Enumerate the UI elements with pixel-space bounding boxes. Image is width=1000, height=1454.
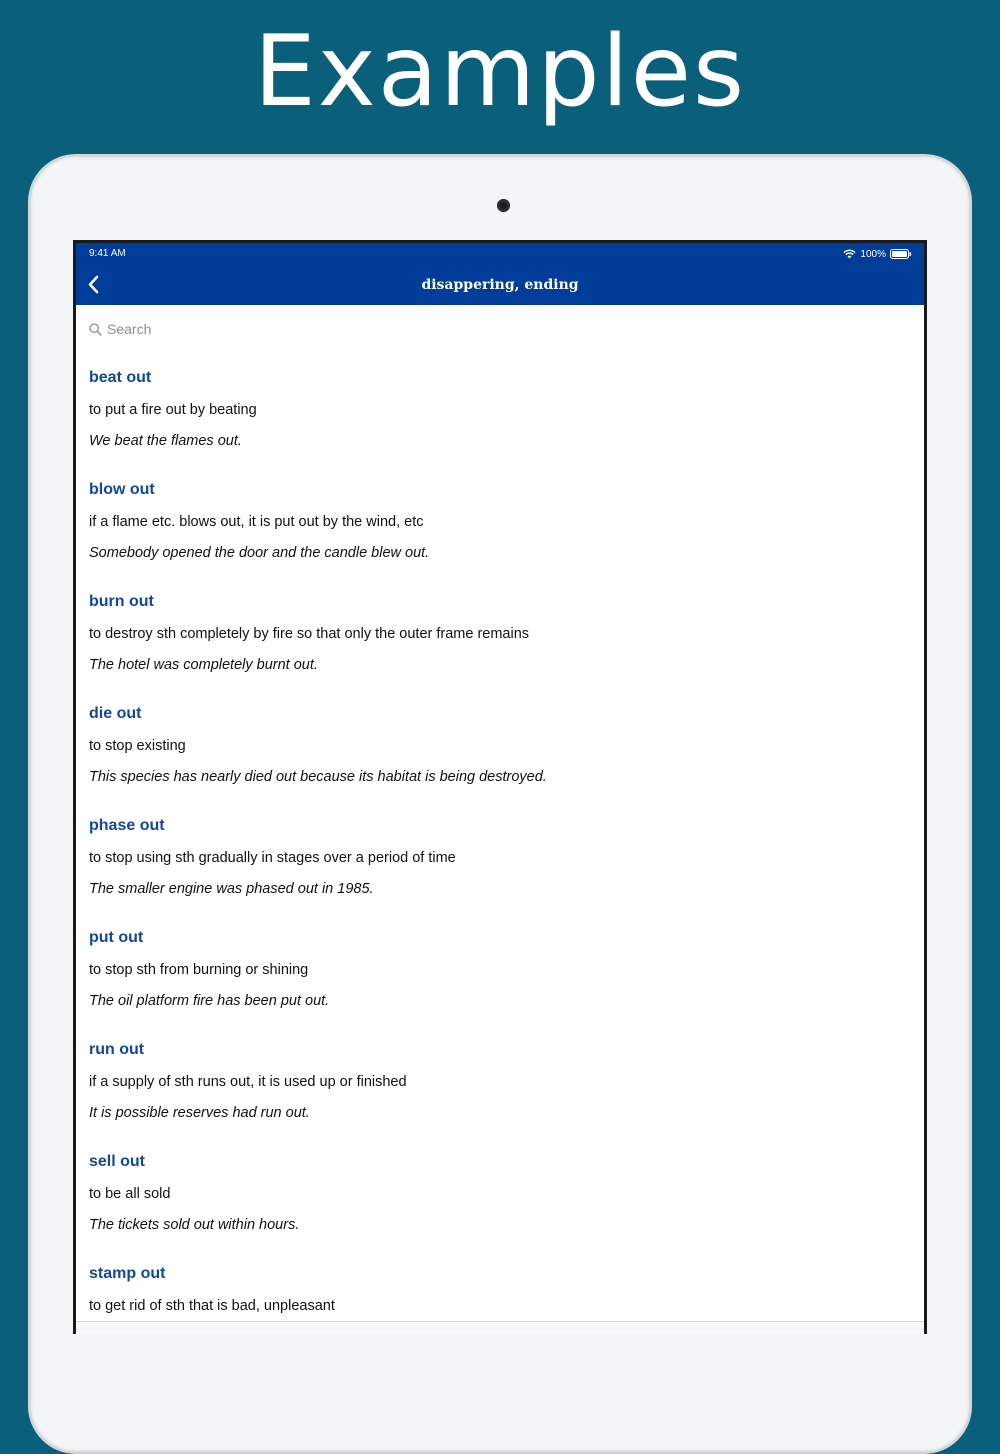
- entry-term: run out: [89, 1041, 145, 1058]
- list-item[interactable]: [89, 364, 909, 476]
- entry-definition: if a flame etc. blows out, it is put out by the wind, etc: [89, 514, 424, 530]
- entry-definition: to stop sth from burning or shining: [89, 962, 309, 978]
- app-content: [76, 243, 924, 1334]
- tab-bar: [76, 1321, 924, 1334]
- entry-example: The oil platform fire has been put out.: [89, 993, 330, 1009]
- entry-term: die out: [89, 705, 142, 722]
- status-indicators: [843, 247, 912, 261]
- navigation-bar: [76, 243, 924, 305]
- wifi-icon: [843, 249, 856, 259]
- entry-term: stamp out: [89, 1265, 166, 1282]
- entry-definition: to put a fire out by beating: [89, 402, 257, 418]
- list-item[interactable]: [89, 588, 909, 700]
- entry-example: The hotel was completely burnt out.: [89, 657, 318, 673]
- entry-definition: if a supply of sth runs out, it is used up or finished: [89, 1074, 407, 1090]
- entry-term: beat out: [89, 369, 152, 386]
- list-item[interactable]: [89, 476, 909, 588]
- entry-term: put out: [89, 929, 144, 946]
- page-title: disappering, ending: [421, 277, 579, 293]
- battery-icon: [890, 249, 912, 259]
- entry-term: phase out: [89, 817, 165, 834]
- entry-example: The tickets sold out within hours.: [89, 1217, 300, 1233]
- search-bar[interactable]: [89, 320, 407, 338]
- list-item[interactable]: [89, 812, 909, 924]
- entry-example: We beat the flames out.: [89, 433, 242, 449]
- search-input[interactable]: [107, 321, 407, 337]
- front-camera: [497, 199, 510, 212]
- battery-percent: 100%: [860, 248, 886, 260]
- entry-example: Somebody opened the door and the candle blew out.: [89, 545, 430, 561]
- entry-example: The smaller engine was phased out in 1985.: [89, 881, 374, 897]
- entry-example: It is possible reserves had run out.: [89, 1105, 310, 1121]
- entry-example: This species has nearly died out because its habitat is being destroyed.: [89, 769, 547, 785]
- entry-term: sell out: [89, 1153, 146, 1170]
- entry-list: [89, 364, 909, 1334]
- list-item[interactable]: [89, 924, 909, 1036]
- tablet-screen: [73, 240, 927, 1334]
- search-icon: [89, 323, 102, 336]
- entry-term: blow out: [89, 481, 155, 498]
- status-time: 9:41 AM: [89, 248, 126, 259]
- entry-definition: to stop existing: [89, 738, 186, 754]
- entry-definition: to be all sold: [89, 1186, 171, 1202]
- entry-definition: to stop using sth gradually in stages over a period of time: [89, 850, 456, 866]
- list-item[interactable]: [89, 1036, 909, 1148]
- entry-definition: to destroy sth completely by fire so that only the outer frame remains: [89, 626, 530, 642]
- list-item[interactable]: [89, 700, 909, 812]
- list-item[interactable]: [89, 1148, 909, 1260]
- promo-headline: Examples: [253, 15, 747, 129]
- entry-term: burn out: [89, 593, 154, 610]
- entry-definition: to get rid of sth that is bad, unpleasant: [89, 1298, 335, 1314]
